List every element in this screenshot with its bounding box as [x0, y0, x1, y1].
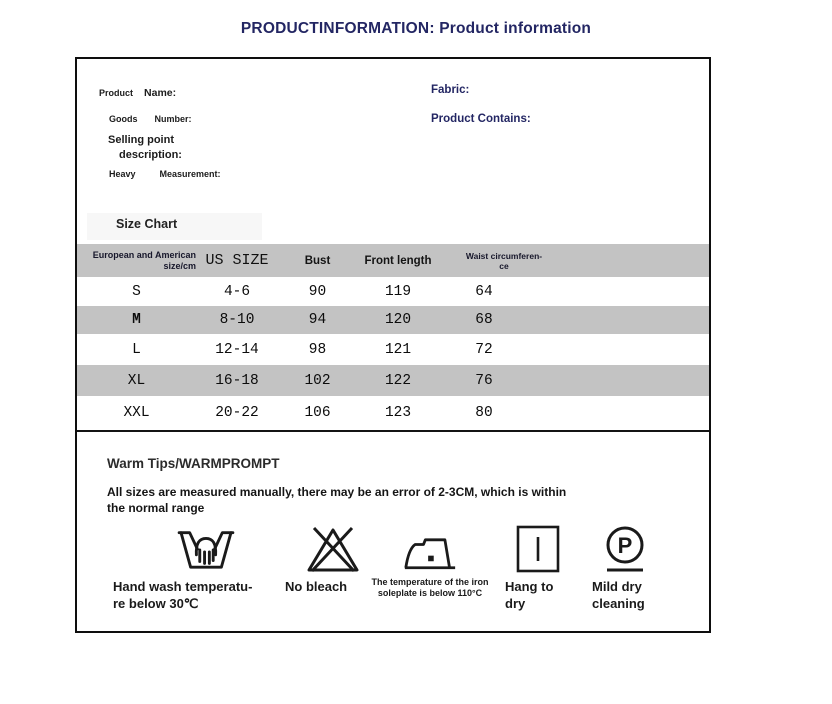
goods-number-field	[109, 114, 192, 124]
selling-point-label: Selling point description:	[108, 134, 182, 161]
heavy-measurement-field	[109, 169, 221, 179]
product-info-box	[75, 57, 711, 633]
dry-clean-gentle-icon	[592, 523, 658, 573]
fabric-label: Fabric:	[431, 84, 470, 96]
header-front-length: Front length	[364, 254, 432, 267]
table-row-s: S 4-6 90 119 64	[132, 283, 493, 300]
size-chart-heading: Size Chart	[116, 217, 178, 231]
table-row-m: M 8-10 94 120 68	[77, 306, 709, 334]
care-item-dry-clean: P Mild dry cleaning	[592, 523, 658, 612]
care-item-hang-dry: Hang to dry	[505, 523, 571, 612]
heavy-label: Heavy	[109, 169, 136, 179]
number-label: Number:	[154, 114, 192, 124]
header-us-size: US SIZE	[205, 252, 269, 269]
svg-text:P: P	[617, 533, 633, 558]
header-waist: Waist circumferen- ce	[465, 250, 543, 271]
table-row-xxl: XXL 20-22 106 123 80	[123, 405, 493, 421]
care-item-iron: The temperature of the iron soleplate is below 110°C	[360, 523, 500, 599]
goods-label: Goods	[109, 114, 138, 124]
hand-wash-icon	[113, 523, 298, 573]
product-label: Product	[99, 88, 134, 98]
warm-tips-heading: Warm Tips/WARMPROMPT	[107, 456, 280, 471]
measurement-label: Measurement:	[159, 169, 221, 179]
care-item-no-bleach: No bleach	[285, 523, 380, 596]
table-row-l: L 12-14 98 121 72	[132, 341, 493, 358]
warm-tips-body: All sizes are measured manually, there may be an error of 2-3CM, which is within the normal range	[107, 485, 567, 515]
hang-to-dry-icon	[505, 523, 571, 573]
header-bust: Bust	[304, 254, 331, 267]
table-header-row	[77, 244, 709, 277]
product-contains-label: Product Contains:	[431, 113, 531, 125]
page-title: PRODUCTINFORMATION: Product information	[240, 20, 592, 37]
care-item-hand-wash: Hand wash temperatu- re below 30℃	[113, 523, 298, 612]
product-name-field	[99, 87, 176, 99]
size-chart-table	[77, 244, 709, 432]
name-label: Name:	[144, 87, 177, 99]
iron-low-temp-icon	[360, 523, 500, 573]
table-row-xl: XL 16-18 102 122 76	[77, 365, 709, 396]
header-eu-size: European and American size/cm	[92, 250, 196, 271]
